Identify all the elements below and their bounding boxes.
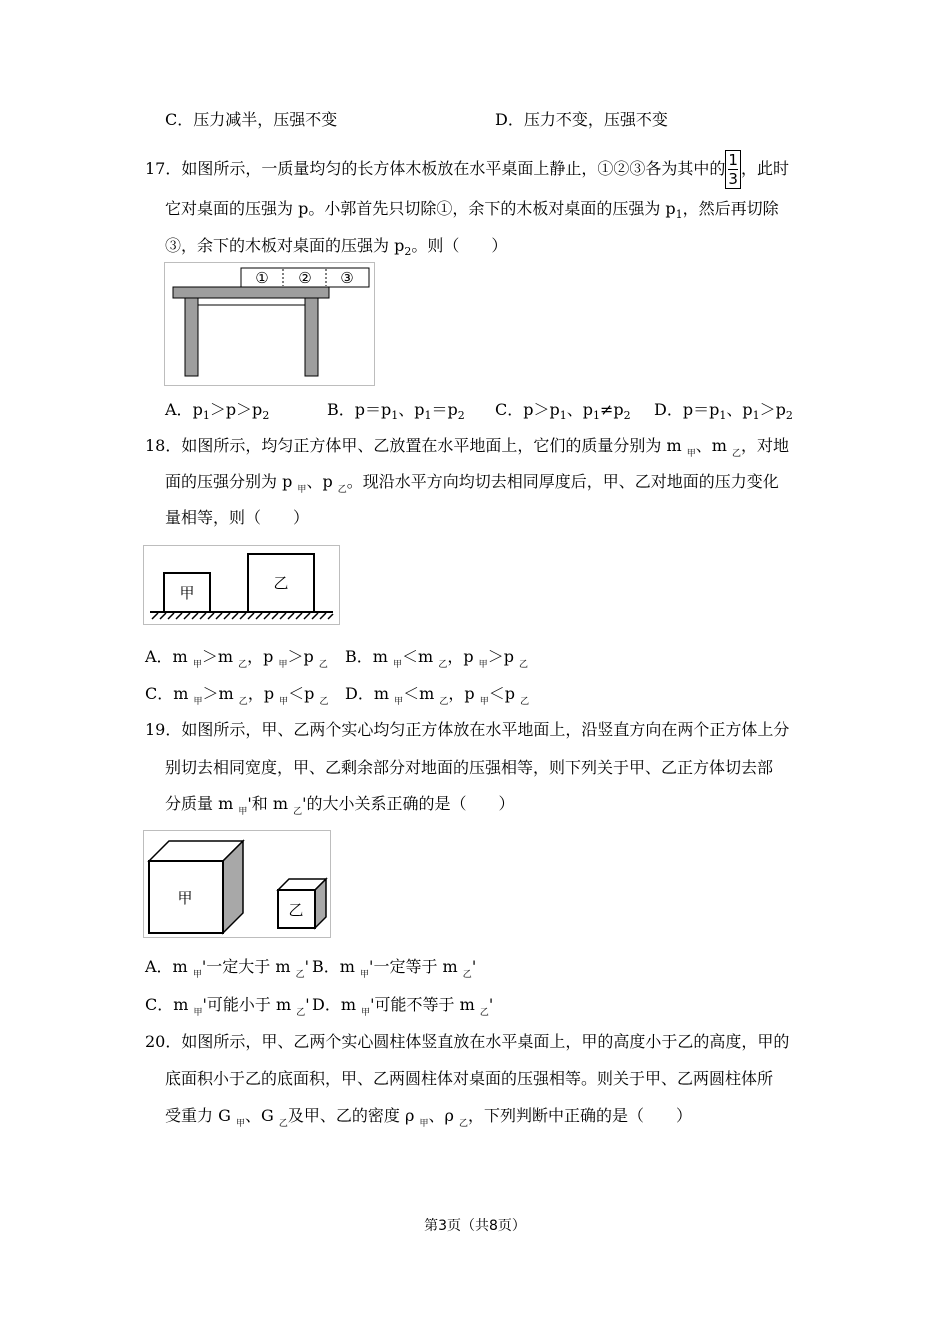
cube-jia-label: 甲	[179, 584, 195, 602]
q16-option-d: D．压力不变，压强不变	[495, 110, 668, 129]
q18-option-c: C．m $_甲$＞m $_乙$，p $_甲$＜p $_乙$	[145, 684, 329, 707]
q17-text-line-3: ③，余下的木板对桌面的压强为 $p_2$。则（ ）	[165, 236, 508, 258]
q18-option-b: B．m $_甲$＜m $_乙$，p $_甲$＞p $_乙$	[345, 647, 529, 670]
q20-text-line-3: 受重力 G $_甲$、G $_乙$及甲、乙的密度 ρ $_甲$、ρ $_乙$，下列判断中正确的是（ ）	[165, 1106, 693, 1129]
board-label-2: ②	[298, 269, 312, 287]
q20-text-line-2: 底面积小于乙的底面积，甲、乙两圆柱体对桌面的压强相等。则关于甲、乙两圆柱体所	[165, 1069, 774, 1088]
two-cubes-on-ground	[144, 546, 339, 624]
cube-yi-label: 乙	[288, 901, 304, 919]
two-3d-cubes	[144, 831, 330, 937]
q17-option-d: D．$p=p_1$、$p_1>p_2$	[654, 400, 793, 422]
cube-jia-label: 甲	[177, 889, 193, 907]
q17-fraction: $\frac{1}{3}$	[725, 150, 741, 189]
q16-option-c: C．压力减半，压强不变	[165, 110, 338, 129]
q18-text-line-3: 量相等，则（ ）	[165, 508, 310, 527]
q19-option-a: A．m $_甲$'一定大于 m $_乙$'	[145, 957, 310, 980]
q20-text-line-1: 20．如图所示，甲、乙两个实心圆柱体竖直放在水平桌面上，甲的高度小于乙的高度，甲的	[145, 1032, 790, 1051]
q18-text-line-2: 面的压强分别为 p $_甲$、p $_乙$。现沿水平方向均切去相同厚度后，甲、乙对地面的压力变化	[165, 472, 779, 495]
q17-text-line-1: 17．如图所示，一质量均匀的长方体木板放在水平桌面上静止，①②③各为其中的 $\frac{1}{3}$ ，此时	[145, 151, 789, 188]
q17-option-b: B．$p=p_1$、$p_1=p_2$	[327, 400, 465, 422]
q19-option-d: D．m $_甲$'可能不等于 m $_乙$'	[312, 995, 494, 1018]
table-board-diagram	[165, 263, 374, 385]
q17-option-c: C．$p>p_1$、$p_1\ne p_2$	[495, 400, 631, 422]
cube-yi-label: 乙	[273, 574, 289, 592]
q19-option-c: C．m $_甲$'可能小于 m $_乙$'	[145, 995, 310, 1018]
page-footer: 第3页（共8页）	[424, 1218, 526, 1234]
q17-number: 17．	[145, 159, 182, 178]
q19-text-line-1: 19．如图所示，甲、乙两个实心均匀正方体放在水平地面上，沿竖直方向在两个正方体上分	[145, 720, 790, 739]
q17-text-line-2: 它对桌面的压强为 p。小郭首先只切除①，余下的木板对桌面的压强为 $p_1$，然后再切除	[165, 199, 779, 221]
q17-figure-table	[164, 262, 375, 386]
q19-option-b: B．m $_甲$'一定等于 m $_乙$'	[312, 957, 477, 980]
board-label-1: ①	[255, 269, 269, 287]
board-label-3: ③	[340, 269, 354, 287]
q18-option-a: A．m $_甲$＞m $_乙$，p $_甲$＞p $_乙$	[145, 647, 328, 670]
q18-figure-cubes	[143, 545, 340, 625]
q19-text-line-2: 别切去相同宽度，甲、乙剩余部分对地面的压强相等，则下列关于甲、乙正方体切去部	[165, 758, 774, 777]
q19-figure-cubes	[143, 830, 331, 938]
q18-option-d: D．m $_甲$＜m $_乙$，p $_甲$＜p $_乙$	[345, 684, 530, 707]
q19-text-line-3: 分质量 m $_甲$'和 m $_乙$'的大小关系正确的是（ ）	[165, 794, 515, 817]
q18-text-line-1: 18．如图所示，均匀正方体甲、乙放置在水平地面上，它们的质量分别为 m $_甲$、m $_乙$，对地	[145, 436, 790, 459]
q17-option-a: A．$p_1>p>p_2$	[165, 400, 270, 422]
ground-hatching	[152, 613, 333, 619]
